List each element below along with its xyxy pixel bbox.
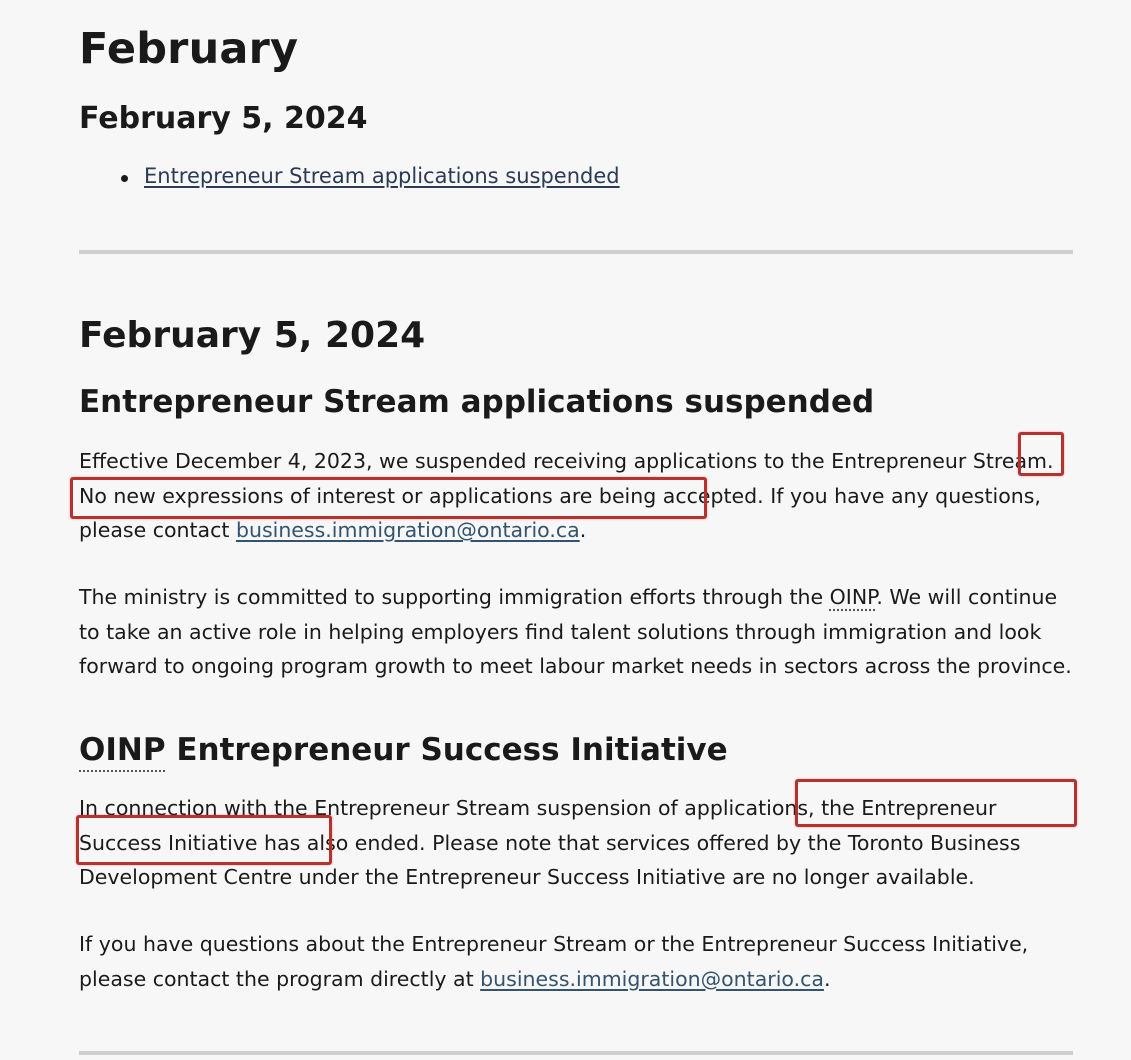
paragraph-text: The ministry is committed to supporting immigration efforts through the — [79, 585, 830, 609]
paragraph-suspension-notice — [79, 444, 1079, 548]
paragraph-text: . — [823, 966, 831, 991]
oinp-abbreviation[interactable]: OINP — [829, 585, 877, 609]
email-link[interactable]: business.immigration@ontario.ca — [480, 966, 824, 991]
section-heading-entrepreneur-stream: Entrepreneur Stream applications suspended — [79, 384, 875, 420]
paragraph-ministry-commitment — [79, 580, 1079, 684]
paragraph-contact — [79, 927, 1079, 996]
month-title: February — [79, 24, 299, 74]
paragraph-text: . — [579, 518, 587, 542]
section-heading-success-initiative — [79, 732, 728, 768]
oinp-abbreviation[interactable]: OINP — [79, 732, 166, 768]
article-date-heading: February 5, 2024 — [79, 315, 426, 356]
bullet-icon — [121, 175, 128, 182]
paragraph-text: If you have questions about the Entrepreneur Stream or the Entrepreneur Success Initiative, please contact the program directly at — [79, 932, 1029, 991]
paragraph-text: Effective December 4, 2023, we suspended receiving applications to the Entrepreneur Stream. No new expressions of interest or applications are being accepted. If you have any questions, please contact — [79, 449, 1054, 542]
toc-link-entrepreneur-stream[interactable]: Entrepreneur Stream applications suspended — [144, 164, 620, 188]
paragraph-text: . We will continue to take an active role in helping employers find talent solutions through immigration and look forward to ongoing program growth to meet labour market needs in sectors across the province. — [79, 585, 1072, 678]
heading-text: Entrepreneur Success Initiative — [165, 732, 728, 768]
toc-date-heading: February 5, 2024 — [79, 101, 368, 136]
toc-list — [79, 164, 620, 188]
paragraph-initiative-ended — [79, 791, 1079, 895]
toc-item — [79, 164, 620, 188]
section-divider — [79, 250, 1073, 254]
email-link[interactable]: business.immigration@ontario.ca — [235, 518, 580, 542]
paragraph-text: In connection with the Entrepreneur Stream suspension of applications, the Entrepreneur Success Initiative has also ended. Please note that services offered by the Toronto Business Development Centre under the Entrepreneur Success Initiative are no longer available. — [79, 796, 1021, 889]
section-divider — [79, 1051, 1073, 1055]
